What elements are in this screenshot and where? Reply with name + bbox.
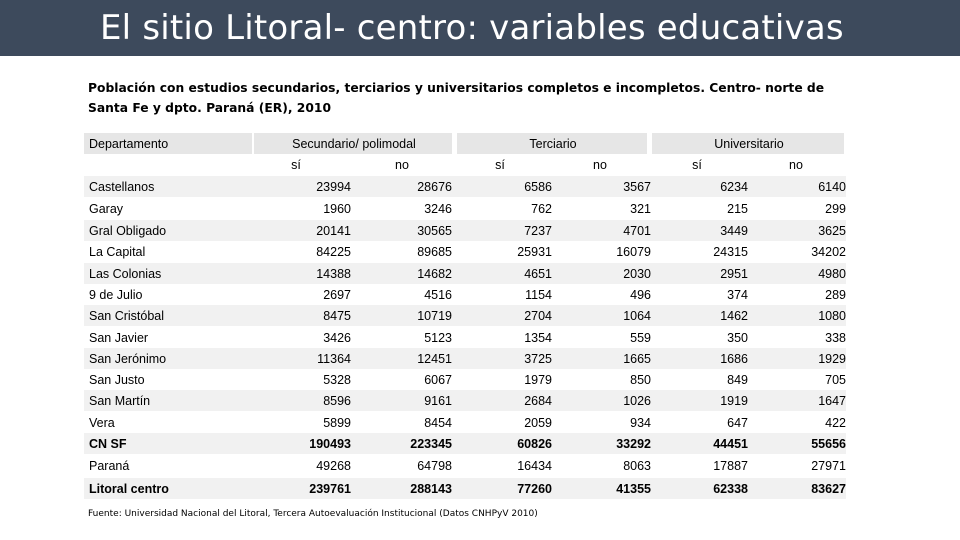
- slide-title: El sitio Litoral- centro: variables educativas: [100, 8, 844, 48]
- table-cell: 2059: [524, 415, 552, 430]
- table-cell: 20141: [316, 223, 351, 238]
- table-cell: 2030: [623, 266, 651, 281]
- table-cell: 16079: [616, 244, 651, 259]
- table-cell: 3426: [323, 330, 351, 345]
- table-cell: 338: [825, 330, 846, 345]
- title-bar: [0, 0, 960, 56]
- table-row: [84, 198, 846, 219]
- table-cell: 705: [825, 372, 846, 387]
- table-cell: 7237: [524, 223, 552, 238]
- header-row: [84, 133, 846, 154]
- column-group-header: Secundario/ polimodal: [292, 136, 416, 151]
- table-row: [84, 327, 846, 348]
- table-cell: 1064: [623, 308, 651, 323]
- column-group-header: Terciario: [529, 136, 577, 151]
- table-cell: 8475: [323, 308, 351, 323]
- table-cell: 849: [727, 372, 748, 387]
- table-row: [84, 412, 846, 433]
- table-cell: 239761: [309, 481, 351, 496]
- table-cell: 374: [727, 287, 748, 302]
- table-cell: 1960: [323, 201, 351, 216]
- table-cell: 321: [630, 201, 651, 216]
- table-cell: 3449: [720, 223, 748, 238]
- row-label: Paraná: [89, 458, 130, 473]
- column-group-header: Universitario: [714, 136, 784, 151]
- table-cell: 6067: [424, 372, 452, 387]
- table-cell: 84225: [316, 244, 351, 259]
- table-cell: 215: [727, 201, 748, 216]
- table-cell: 2684: [524, 393, 552, 408]
- table-cell: 3725: [524, 351, 552, 366]
- table-row: [84, 263, 846, 284]
- table-cell: 3246: [424, 201, 452, 216]
- table-cell: 17887: [713, 458, 748, 473]
- row-label: Garay: [89, 201, 124, 216]
- table-cell: 6140: [818, 179, 846, 194]
- table-cell: 23994: [316, 179, 351, 194]
- table-cell: 8596: [323, 393, 351, 408]
- table-cell: 25931: [517, 244, 552, 259]
- table-row: [84, 284, 846, 305]
- table-cell: 1919: [720, 393, 748, 408]
- table-cell: 1647: [818, 393, 846, 408]
- table-row: [84, 241, 846, 262]
- table-cell: 33292: [616, 436, 651, 451]
- table-row: [84, 220, 846, 241]
- table-row: [84, 455, 846, 476]
- column-subheader: sí: [291, 158, 301, 172]
- table-cell: 5123: [424, 330, 452, 345]
- column-subheader: sí: [495, 158, 505, 172]
- table-cell: 2704: [524, 308, 552, 323]
- table-cell: 5328: [323, 372, 351, 387]
- table-row: [84, 390, 846, 411]
- table-cell: 8063: [623, 458, 651, 473]
- table-cell: 4651: [524, 266, 552, 281]
- row-label: San Cristóbal: [89, 308, 165, 323]
- table-cell: 3567: [623, 179, 651, 194]
- row-label: San Jerónimo: [89, 351, 167, 366]
- table-cell: 64798: [417, 458, 452, 473]
- table-caption: Población con estudios secundarios, terciarios y universitarios completos e incompletos. Centro- norte de Santa Fe y dpto. Paraná (ER), 2010: [88, 81, 825, 115]
- table-cell: 289: [825, 287, 846, 302]
- table-cell: 77260: [517, 481, 552, 496]
- table-cell: 44451: [713, 436, 748, 451]
- table-cell: 190493: [309, 436, 351, 451]
- table-cell: 24315: [713, 244, 748, 259]
- column-subheader: sí: [692, 158, 702, 172]
- column-subheader: no: [395, 158, 409, 172]
- table-cell: 89685: [417, 244, 452, 259]
- table-cell: 496: [630, 287, 651, 302]
- table-cell: 559: [630, 330, 651, 345]
- table-cell: 10719: [417, 308, 452, 323]
- table-cell: 4980: [818, 266, 846, 281]
- table-cell: 1462: [720, 308, 748, 323]
- row-label: San Justo: [89, 372, 145, 387]
- table-cell: 2951: [720, 266, 748, 281]
- table-cell: 16434: [517, 458, 552, 473]
- table-cell: 9161: [424, 393, 452, 408]
- row-label: Litoral centro: [89, 481, 169, 496]
- subheader-row: [84, 155, 846, 175]
- table-cell: 1026: [623, 393, 651, 408]
- row-label: CN SF: [89, 436, 127, 451]
- table-cell: 762: [531, 201, 552, 216]
- column-header-departamento: Departamento: [89, 136, 169, 151]
- table-cell: 1979: [524, 372, 552, 387]
- table-cell: 1354: [524, 330, 552, 345]
- table-cell: 1080: [818, 308, 846, 323]
- table-row: [84, 478, 846, 499]
- table-cell: 14388: [316, 266, 351, 281]
- table-cell: 2697: [323, 287, 351, 302]
- table-cell: 3625: [818, 223, 846, 238]
- row-label: Las Colonias: [89, 266, 162, 281]
- table-row: [84, 176, 846, 197]
- table-cell: 83627: [811, 481, 846, 496]
- row-label: 9 de Julio: [89, 287, 143, 302]
- table-row: [84, 305, 846, 326]
- table-cell: 223345: [410, 436, 452, 451]
- table-cell: 60826: [517, 436, 552, 451]
- table-cell: 8454: [424, 415, 452, 430]
- table-cell: 422: [825, 415, 846, 430]
- table-cell: 1686: [720, 351, 748, 366]
- table-cell: 4516: [424, 287, 452, 302]
- table-cell: 350: [727, 330, 748, 345]
- table-cell: 41355: [616, 481, 651, 496]
- table-cell: 55656: [811, 436, 846, 451]
- row-label: San Javier: [89, 330, 149, 345]
- table-cell: 647: [727, 415, 748, 430]
- table-cell: 11364: [317, 351, 351, 366]
- source-note: Fuente: Universidad Nacional del Litoral, Tercera Autoevaluación Institucional (Datos CNHPyV 2010): [88, 509, 538, 519]
- table-cell: 1665: [623, 351, 651, 366]
- table-cell: 12451: [417, 351, 452, 366]
- row-label: Gral Obligado: [89, 223, 167, 238]
- row-label: La Capital: [89, 244, 146, 259]
- table-cell: 934: [630, 415, 651, 430]
- row-label: Vera: [89, 415, 115, 430]
- table-cell: 288143: [410, 481, 452, 496]
- column-subheader: no: [593, 158, 607, 172]
- table-cell: 850: [630, 372, 651, 387]
- row-label: San Martín: [89, 393, 151, 408]
- table-cell: 27971: [811, 458, 846, 473]
- table-cell: 30565: [417, 223, 452, 238]
- table-cell: 6234: [720, 179, 748, 194]
- table-cell: 1154: [525, 287, 552, 302]
- table-cell: 28676: [417, 179, 452, 194]
- table-row: [84, 348, 846, 369]
- table-cell: 4701: [623, 223, 651, 238]
- table-cell: 1929: [818, 351, 846, 366]
- table-cell: 34202: [811, 244, 846, 259]
- table-cell: 49268: [316, 458, 351, 473]
- table-cell: 14682: [417, 266, 452, 281]
- table-cell: 299: [825, 201, 846, 216]
- table-row: [84, 369, 846, 390]
- column-subheader: no: [789, 158, 803, 172]
- table-row: [84, 433, 846, 454]
- table-cell: 6586: [524, 179, 552, 194]
- row-label: Castellanos: [89, 179, 155, 194]
- table-cell: 5899: [323, 415, 351, 430]
- table-cell: 62338: [713, 481, 748, 496]
